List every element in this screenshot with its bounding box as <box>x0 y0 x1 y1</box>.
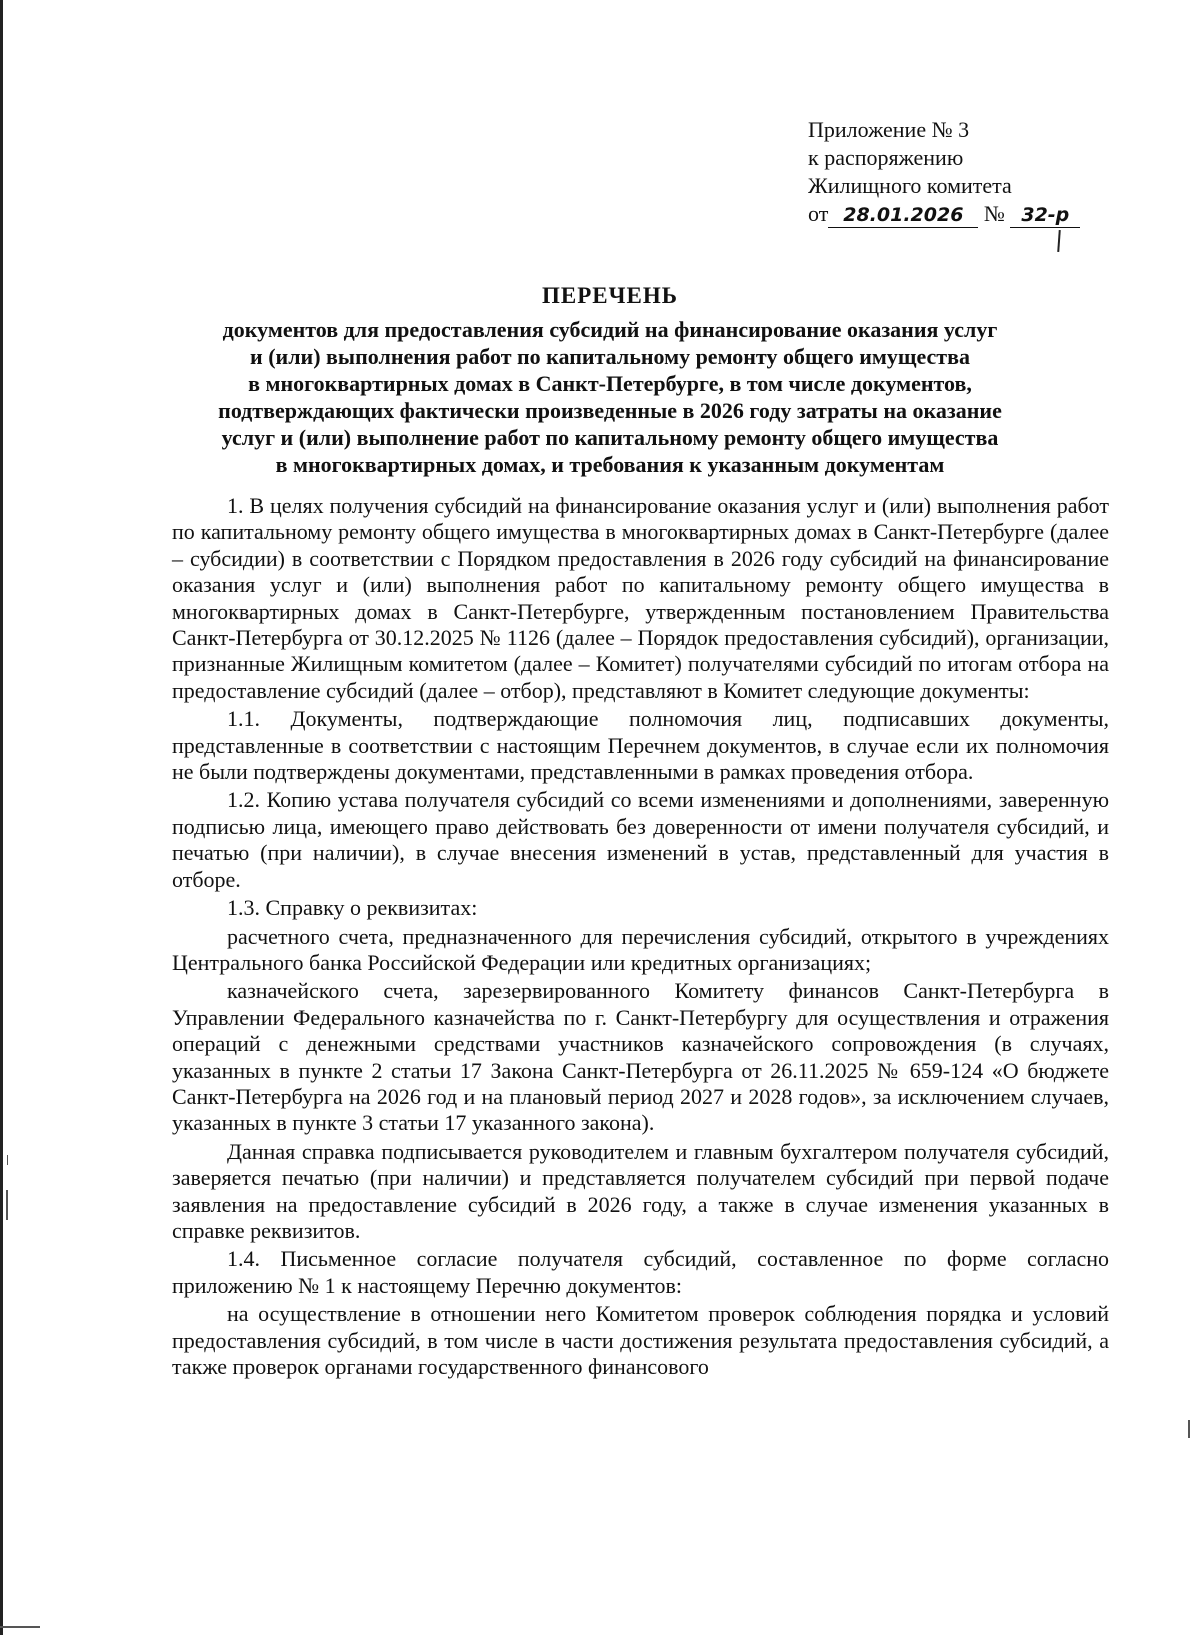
document-title: ПЕРЕЧЕНЬ <box>542 283 678 308</box>
handwriting-stroke <box>1057 230 1061 252</box>
appendix-line-2: к распоряжению <box>808 145 964 170</box>
subtitle-line: подтверждающих фактически произведенные в 2026 году затраты на оказание <box>218 398 1002 423</box>
document-subtitle <box>120 316 1100 478</box>
scan-edge <box>0 0 3 1635</box>
document-title-block <box>120 280 1100 478</box>
scan-artifact <box>6 1190 8 1220</box>
paragraph-1-1: 1.1. Документы, подтверждающие полномочия лиц, подписавших документы, представленные в соответствии с настоящим Перечнем документов, в случае если их полномочия не были подтверждены документами, представленными в рамках проведения отбора. <box>172 706 1109 785</box>
number-label: № <box>983 201 1005 226</box>
subtitle-line: в многоквартирных домах, и требования к указанным документам <box>275 452 945 477</box>
appendix-line-1: Приложение № 3 <box>808 117 970 142</box>
subtitle-line: и (или) выполнения работ по капитальному ремонту общего имущества <box>250 344 970 369</box>
subtitle-line: документов для предоставления субсидий на финансирование оказания услуг <box>222 317 998 342</box>
paragraph-1-3: 1.3. Справку о реквизитах: <box>227 895 478 921</box>
paragraph-1-4: 1.4. Письменное согласие получателя субсидий, составленное по форме согласно приложению № 1 к настоящему Перечню документов: <box>172 1246 1109 1298</box>
subtitle-line: в многоквартирных домах в Санкт-Петербурге, в том числе документов, <box>248 371 972 396</box>
paragraph-treasury-account: казначейского счета, зарезервированного Комитету финансов Санкт-Петербурга в Управлении Федерального казначейства по г. Санкт-Петербургу для осуществления и отражения операций с денежными средствами участников казначейского сопровождения (в случаях, указанных в пункте 2 статьи 17 Закона Санкт-Петербурга от 26.11.2025 № 659-124 «О бюджете Санкт-Петербурга на 2026 год и на плановый период 2027 и 2028 годов», за исключением случаев, указанных в пункте 3 статьи 17 указанного закона). <box>172 978 1109 1136</box>
scan-artifact <box>0 1626 40 1628</box>
scan-artifact <box>7 1155 8 1165</box>
appendix-line-3: Жилищного комитета <box>808 173 1012 198</box>
paragraph-1-2: 1.2. Копию устава получателя субсидий со всеми изменениями и дополнениями, заверенную подписью лица, имеющего право действовать без доверенности от имени получателя субсидий, и печатью (при наличии), в случае внесения изменений в устав, представленный для участия в отборе. <box>172 787 1109 892</box>
document-body <box>172 493 1109 1380</box>
paragraph-1: 1. В целях получения субсидий на финансирование оказания услуг и (или) выполнения работ по капитальному ремонту общего имущества в многоквартирных домах в Санкт-Петербурге (далее – субсидии) в соответствии с Порядком предоставления в 2026 году субсидий на финансирование оказания услуг и (или) выполнения работ по капитальному ремонту общего имущества в многоквартирных домах в Санкт-Петербурге, утвержденным постановлением Правительства Санкт-Петербурга от 30.12.2025 № 1126 (далее – Порядок предоставления субсидий), организации, признанные Жилищным комитетом (далее – Комитет) получателями субсидий по итогам отбора на предоставление субсидий (далее – отбор), представляют в Комитет следующие документы: <box>172 493 1109 703</box>
from-label: от <box>808 201 829 226</box>
subtitle-line: услуг и (или) выполнение работ по капитальному ремонту общего имущества <box>221 425 999 450</box>
paragraph-inspections-consent: на осуществление в отношении него Комитетом проверок соблюдения порядка и условий предоставления субсидий, в том числе в части достижения результата предоставления субсидий, а также проверок органами государственного финансового <box>172 1301 1109 1379</box>
paragraph-certificate-signing: Данная справка подписывается руководителем и главным бухгалтером получателя субсидий, заверяется печатью (при наличии) и представляется получателем субсидий при первой подаче заявления на предоставление субсидий в 2026 году, а также в случае изменения указанных в справке реквизитов. <box>172 1138 1109 1243</box>
paragraph-settlement-account: расчетного счета, предназначенного для перечисления субсидий, открытого в учреждениях Центрального банка Российской Федерации или кредитных организациях; <box>172 923 1109 975</box>
appendix-header <box>808 116 1108 228</box>
handwritten-date: 28.01.2026 <box>828 203 978 228</box>
scan-artifact <box>1188 1420 1190 1438</box>
appendix-date-number-line <box>808 200 1108 228</box>
handwritten-number: 32-р <box>1010 203 1080 228</box>
